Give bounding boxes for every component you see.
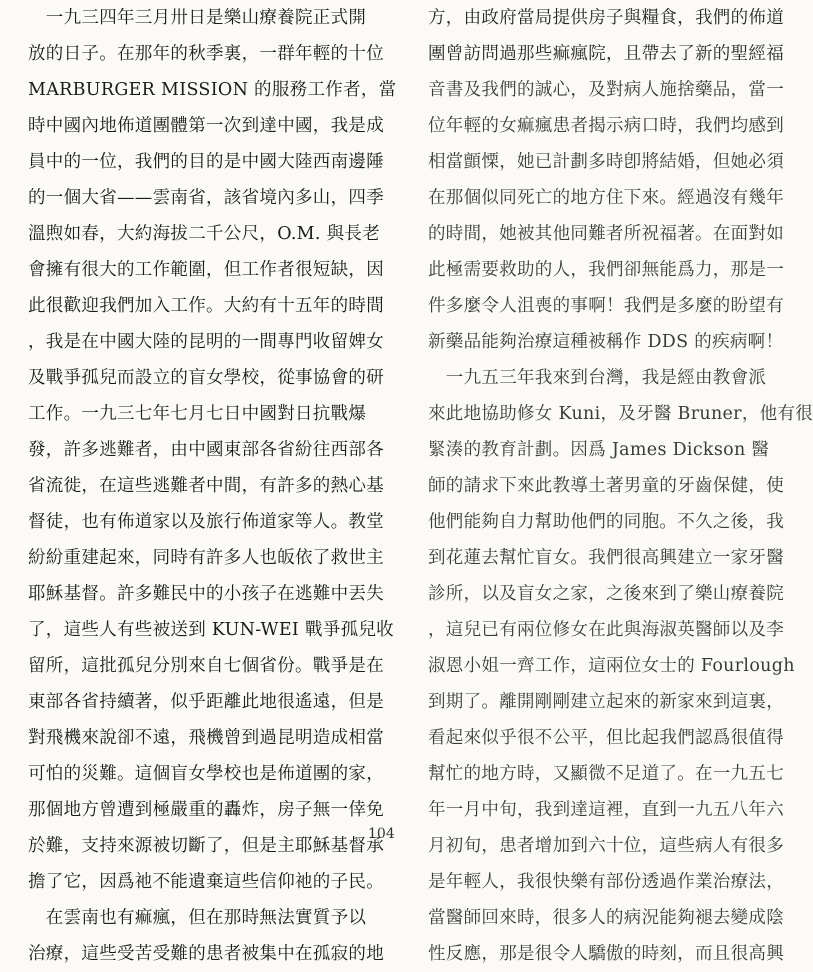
text-line: 年一月中旬，我到達這裡，直到一九五八年六 <box>428 800 784 820</box>
text-line: 治療，這些受苦受難的患者被集中在孤寂的地 <box>28 944 384 964</box>
text-line: 發，許多逃難者，由中國東部各省紛往西部各 <box>28 440 384 460</box>
text-line: 此極需要救助的人，我們卻無能爲力，那是一 <box>428 260 784 280</box>
text-line: ，我是在中國大陸的昆明的一間專門收留婢女 <box>28 332 384 352</box>
text-line: 紛紛重建起來，同時有許多人也皈依了救世主 <box>28 548 384 568</box>
text-line: 及戰爭孤兒而設立的盲女學校，從事協會的研 <box>28 368 384 388</box>
text-line: 位年輕的女痲瘋患者揭示病口時，我們均感到 <box>428 116 784 136</box>
text-line: 會擁有很大的工作範圍，但工作者很短缺，因 <box>28 260 384 280</box>
text-line: 的一個大省——雲南省，該省境內多山，四季 <box>28 188 384 208</box>
text-line: 於難，支持來源被切斷了，但是主耶穌基督承 <box>28 836 384 856</box>
text-line: 緊湊的教育計劃。因爲 James Dickson 醫 <box>428 440 770 460</box>
text-line: 那個地方曾遭到極嚴重的轟炸，房子無一倖免 <box>28 800 384 820</box>
text-line: 方，由政府當局提供房子與糧食，我們的佈道 <box>428 8 784 28</box>
text-line: 對飛機來說卻不遠，飛機曾到過昆明造成相當 <box>28 728 384 748</box>
text-line: 員中的一位，我們的目的是中國大陸西南邊陲 <box>28 152 384 172</box>
text-line: 的時間，她被其他同難者所祝福著。在面對如 <box>428 224 784 244</box>
text-line: 到期了。離開剛剛建立起來的新家來到這裏， <box>428 692 784 712</box>
right-text-column <box>428 0 813 972</box>
text-line: MARBURGER MISSION 的服務工作者，當 <box>28 80 397 100</box>
text-line: 月初旬，患者增加到六十位，這些病人有很多 <box>428 836 784 856</box>
text-line: 了，這些人有些被送到 KUN-WEI 戰爭孤兒收 <box>28 620 394 640</box>
text-line: 放的日子。在那年的秋季裏，一群年輕的十位 <box>28 44 384 64</box>
text-line: 是年輕人，我很快樂有部份透過作業治療法， <box>428 872 784 892</box>
text-line: 在雲南也有痲瘋，但在那時無法實質予以 <box>28 908 367 928</box>
page-number: 104 <box>368 826 395 842</box>
text-line: 東部各省持續著，似乎距離此地很遙遠，但是 <box>28 692 384 712</box>
text-line: 音書及我們的誠心，及對病人施捨藥品，當一 <box>428 80 784 100</box>
text-line: 他們能夠自力幫助他們的同胞。不久之後，我 <box>428 512 784 532</box>
text-line: 看起來似乎很不公平，但比起我們認爲很值得 <box>428 728 784 748</box>
text-line: 此很歡迎我們加入工作。大約有十五年的時間 <box>28 296 384 316</box>
text-line: 可怕的災難。這個盲女學校也是佈道團的家， <box>28 764 384 784</box>
text-line: 師的請求下來此教導土著男童的牙齒保健，使 <box>428 476 784 496</box>
text-line: 一九三四年三月卅日是樂山療養院正式開 <box>28 8 367 28</box>
text-line: 相當顫慄，她已計劃多時卽將結婚，但她必須 <box>428 152 784 172</box>
text-line: 淑恩小姐一齊工作，這兩位女士的 Fourlough <box>428 656 795 676</box>
text-line: 一九五三年我來到台灣，我是經由教會派 <box>428 368 767 388</box>
text-line: ，這兒已有兩位修女在此與海淑英醫師以及李 <box>428 620 784 640</box>
text-line: 當醫師回來時，很多人的病況能夠褪去變成陰 <box>428 908 784 928</box>
text-line: 在那個似同死亡的地方住下來。經過沒有幾年 <box>428 188 784 208</box>
text-line: 團曾訪問過那些痲瘋院，且帶去了新的聖經福 <box>428 44 784 64</box>
text-line: 來此地協助修女 Kuni，及牙醫 Bruner，他有很 <box>428 404 813 424</box>
text-line: 性反應，那是很令人驕傲的時刻，而且很高興 <box>428 944 784 964</box>
text-line: 工作。一九三七年七月七日中國對日抗戰爆 <box>28 404 367 424</box>
text-line: 溫煦如春，大約海拔二千公尺，O.M. 與長老 <box>28 224 381 244</box>
text-line: 件多麼令人沮喪的事啊！我們是多麼的盼望有 <box>428 296 784 316</box>
text-line: 診所，以及盲女之家，之後來到了樂山療養院 <box>428 584 784 604</box>
text-line: 到花蓮去幫忙盲女。我們很高興建立一家牙醫 <box>428 548 784 568</box>
text-line: 擔了它，因爲祂不能遺棄這些信仰祂的子民。 <box>28 872 384 892</box>
text-line: 省流徙，在這些逃難者中間，有許多的熱心基 <box>28 476 384 496</box>
text-line: 時中國內地佈道團體第一次到達中國，我是成 <box>28 116 384 136</box>
text-line: 新藥品能夠治療這種被稱作 DDS 的疾病啊！ <box>428 332 784 352</box>
text-line: 督徒，也有佈道家以及旅行佈道家等人。教堂 <box>28 512 384 532</box>
text-line: 幫忙的地方時，又顯微不足道了。在一九五七 <box>428 764 784 784</box>
text-line: 耶穌基督。許多難民中的小孩子在逃難中丟失 <box>28 584 384 604</box>
text-line: 留所，這批孤兒分別來自七個省份。戰爭是在 <box>28 656 384 676</box>
